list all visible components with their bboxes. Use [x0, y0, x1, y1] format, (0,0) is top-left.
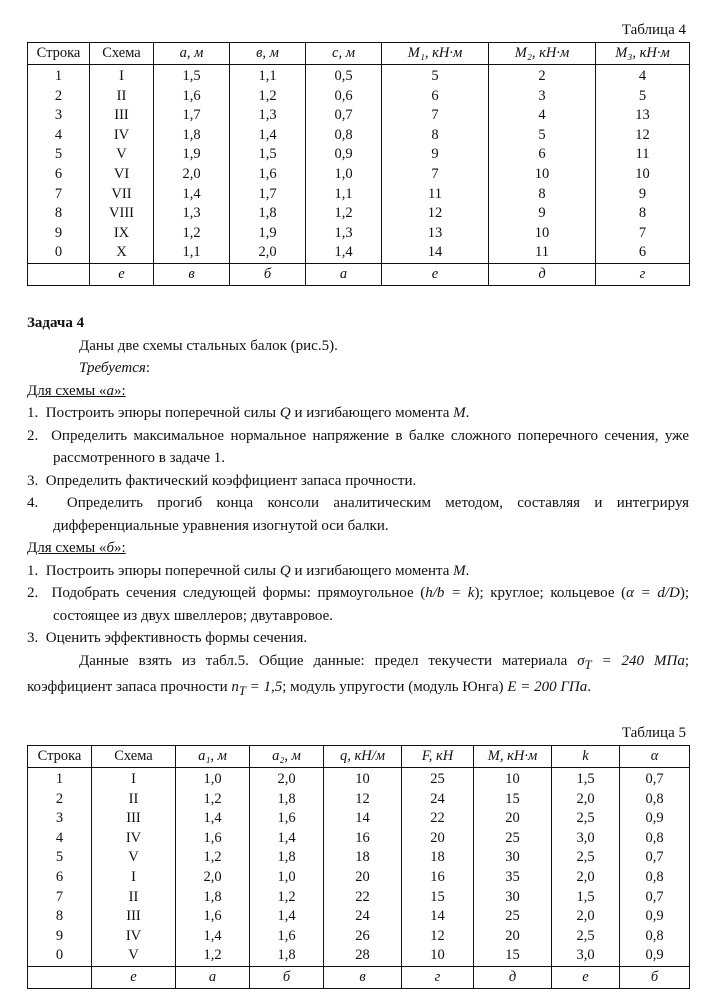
table-cell: VII — [90, 185, 154, 205]
footer-cell: д — [474, 966, 552, 988]
table4-header-cell: Строка — [28, 43, 90, 65]
table-cell: IV — [92, 927, 176, 947]
table-cell: 1,2 — [176, 946, 250, 966]
table-cell: 30 — [474, 888, 552, 908]
table-cell: 4 — [28, 126, 90, 146]
footer-cell: е — [90, 263, 154, 285]
table-cell: 1,5 — [552, 768, 620, 790]
table-row — [28, 145, 690, 165]
item-text: ); круглое; кольцевое ( — [474, 585, 627, 601]
table-cell: 25 — [474, 829, 552, 849]
data-paragraph — [27, 650, 689, 703]
table-cell: 1 — [28, 65, 90, 87]
table4-header-cell: M₁, кН·м — [382, 43, 489, 65]
table-row — [28, 946, 690, 966]
table-cell: 1,8 — [250, 790, 324, 810]
table-cell: V — [92, 848, 176, 868]
table-cell: 20 — [402, 829, 474, 849]
table-cell: 7 — [382, 106, 489, 126]
table-cell: V — [90, 145, 154, 165]
table-cell: 4 — [28, 829, 92, 849]
table-cell: 1,4 — [176, 809, 250, 829]
table-cell: 1,8 — [176, 888, 250, 908]
table5-caption: Таблица 5 — [621, 725, 686, 741]
table-cell: 1,0 — [250, 868, 324, 888]
table-cell: 24 — [402, 790, 474, 810]
table-cell: 30 — [474, 848, 552, 868]
required-word: Требуется — [79, 360, 146, 376]
table-row — [28, 868, 690, 888]
table-cell: 1,8 — [154, 126, 230, 146]
scheme-a-label-text — [27, 383, 126, 399]
scheme-b-label-text — [27, 540, 126, 556]
table-cell: V — [92, 946, 176, 966]
sigma-subscript: T — [584, 657, 592, 672]
table-cell: IV — [90, 126, 154, 146]
table-cell: 9 — [596, 185, 690, 205]
table4-header-cell: a, м — [154, 43, 230, 65]
footer-cell: е — [382, 263, 489, 285]
table-cell: 1,2 — [306, 204, 382, 224]
table-cell: 7 — [28, 185, 90, 205]
footer-cell: г — [402, 966, 474, 988]
table-cell: 1,2 — [176, 848, 250, 868]
table-cell: 6 — [382, 87, 489, 107]
table-cell: VIII — [90, 204, 154, 224]
table-cell: 2,0 — [552, 790, 620, 810]
table-cell: I — [92, 768, 176, 790]
table-cell: 0,7 — [620, 848, 690, 868]
symbol-q: Q — [279, 562, 291, 579]
table-cell: 12 — [596, 126, 690, 146]
table-cell: 2,0 — [176, 868, 250, 888]
table-cell: 0,6 — [306, 87, 382, 107]
table-row — [28, 126, 690, 146]
table4-header-cell: M₃, кН·м — [596, 43, 690, 65]
item-text: Определить прогиб конца консоли аналитическим методом, составляя и интегрируя дифференциальные уравнения изогнутой оси балки. — [53, 495, 690, 534]
table-cell: 20 — [474, 809, 552, 829]
table-cell: II — [92, 888, 176, 908]
table-cell: 0,7 — [620, 888, 690, 908]
table-cell: 28 — [324, 946, 402, 966]
table-cell: 1,2 — [176, 790, 250, 810]
sigma-symbol: σ — [577, 652, 585, 669]
table-row — [28, 768, 690, 790]
table-cell: 6 — [489, 145, 596, 165]
data-text: . — [587, 679, 591, 695]
table-cell: 2,5 — [552, 848, 620, 868]
item-text: . — [465, 405, 470, 421]
table-cell: 1,8 — [250, 946, 324, 966]
table-cell: 14 — [382, 243, 489, 263]
table-cell: 6 — [28, 868, 92, 888]
table-cell: 9 — [382, 145, 489, 165]
scheme-a-suffix: »: — [113, 382, 126, 399]
table-cell: 0,9 — [620, 809, 690, 829]
table-cell: 18 — [402, 848, 474, 868]
table-cell: 0,7 — [620, 768, 690, 790]
task-intro: Даны две схемы стальных балок (рис.5). — [79, 337, 338, 354]
table-cell: 1,2 — [230, 87, 306, 107]
table-row — [28, 106, 690, 126]
table-cell: 8 — [382, 126, 489, 146]
table5-header-cell: k — [552, 746, 620, 768]
table-cell: 2,5 — [552, 809, 620, 829]
footer-cell: б — [620, 966, 690, 988]
table-cell: 1,3 — [154, 204, 230, 224]
table-cell: 5 — [28, 848, 92, 868]
item-text: . — [465, 562, 470, 579]
data-text: ; коэффициент запаса прочности — [27, 652, 689, 695]
table-cell: IX — [90, 224, 154, 244]
footer-cell: е — [552, 966, 620, 988]
table-cell: 25 — [474, 907, 552, 927]
table-cell: 0,8 — [620, 868, 690, 888]
table-cell: 1,2 — [250, 888, 324, 908]
table-cell: II — [92, 790, 176, 810]
item-text: и изгибающего момента — [290, 405, 454, 421]
table-cell: 1,9 — [154, 145, 230, 165]
table-cell: 1,3 — [306, 224, 382, 244]
table4-header-cell: c, м — [306, 43, 382, 65]
table-cell: 0,8 — [620, 790, 690, 810]
table-cell: 2 — [489, 65, 596, 87]
n-formula — [231, 679, 283, 698]
table-cell: 4 — [596, 65, 690, 87]
table5-header-cell: a₂, м — [250, 746, 324, 768]
table4-footer-row — [28, 263, 690, 285]
scheme-b-item-1 — [27, 560, 689, 583]
table-cell: I — [92, 868, 176, 888]
footer-cell: г — [596, 263, 690, 285]
table-cell: 0,8 — [306, 126, 382, 146]
table-cell: 12 — [324, 790, 402, 810]
table-cell: 0,8 — [620, 829, 690, 849]
table-cell: 9 — [489, 204, 596, 224]
table-cell: 0,8 — [620, 927, 690, 947]
table-cell: 0,5 — [306, 65, 382, 87]
table-cell: 1,3 — [230, 106, 306, 126]
table4-header-cell: Схема — [90, 43, 154, 65]
footer-cell: в — [324, 966, 402, 988]
table-row — [28, 87, 690, 107]
item-text: Подобрать сечения следующей формы: прямоугольное ( — [51, 585, 426, 601]
table4-header-cell: M₂, кН·м — [489, 43, 596, 65]
item-text: и изгибающего момента — [290, 562, 454, 579]
table-cell: 1,6 — [250, 927, 324, 947]
table-row — [28, 790, 690, 810]
table-cell: 5 — [489, 126, 596, 146]
table-cell: 2,5 — [552, 927, 620, 947]
table-cell: 8 — [489, 185, 596, 205]
scheme-a-letter: а — [106, 382, 114, 399]
table5-header-cell: q, кН/м — [324, 746, 402, 768]
table-cell: 1,8 — [250, 848, 324, 868]
table-cell: VI — [90, 165, 154, 185]
table-cell: 1,4 — [176, 927, 250, 947]
table-cell: 10 — [596, 165, 690, 185]
table-cell: 1,6 — [154, 87, 230, 107]
table-cell: 1,1 — [154, 243, 230, 263]
table-cell: 2,0 — [552, 907, 620, 927]
table5-header-cell: α — [620, 746, 690, 768]
table-cell: 1,4 — [250, 829, 324, 849]
formula-h-b: h/b = k — [425, 585, 475, 601]
footer-cell: б — [250, 966, 324, 988]
table-cell: 1,6 — [176, 829, 250, 849]
symbol-m: M — [453, 562, 466, 579]
task-section — [27, 312, 689, 703]
table-cell: 1,2 — [154, 224, 230, 244]
table-cell: 4 — [489, 106, 596, 126]
table-cell: 1,1 — [306, 185, 382, 205]
item-number: 1. — [27, 405, 39, 421]
data-text: Данные взять из табл.5. Общие данные: предел текучести материала — [79, 652, 578, 669]
table-cell: 12 — [382, 204, 489, 224]
table-cell: 1,5 — [154, 65, 230, 87]
footer-cell: а — [306, 263, 382, 285]
table-cell: 1,8 — [230, 204, 306, 224]
table-cell: 1,6 — [230, 165, 306, 185]
table-cell: 15 — [402, 888, 474, 908]
table-cell: 35 — [474, 868, 552, 888]
table-cell: 1,4 — [306, 243, 382, 263]
table-cell: 1,6 — [176, 907, 250, 927]
table-row — [28, 243, 690, 263]
table-cell: 13 — [596, 106, 690, 126]
table-cell: 2 — [28, 790, 92, 810]
scheme-a-item-2 — [27, 425, 689, 470]
table-cell: 1,7 — [154, 106, 230, 126]
data-text: ; модуль упругости (модуль Юнга) — [282, 679, 508, 695]
table-cell: III — [92, 907, 176, 927]
table-cell: 2 — [28, 87, 90, 107]
table-cell: 1,6 — [250, 809, 324, 829]
symbol-q: Q — [279, 405, 291, 421]
table-cell: X — [90, 243, 154, 263]
table-cell: 8 — [28, 907, 92, 927]
table-cell: 9 — [28, 224, 90, 244]
table5-header-cell: M, кН·м — [474, 746, 552, 768]
table-cell: 1,4 — [230, 126, 306, 146]
item-number: 3. — [27, 472, 39, 489]
sigma-value: = 240 МПа — [591, 652, 685, 669]
footer-cell: в — [154, 263, 230, 285]
table-cell: 5 — [596, 87, 690, 107]
table-cell: 0,9 — [306, 145, 382, 165]
sigma-formula — [577, 652, 685, 672]
scheme-a-label — [27, 380, 689, 403]
table-cell: 3 — [28, 106, 90, 126]
scheme-b-item-2 — [27, 582, 689, 627]
table-cell: I — [90, 65, 154, 87]
footer-cell: а — [176, 966, 250, 988]
symbol-m: M — [453, 405, 466, 421]
footer-cell — [28, 966, 92, 988]
table-cell: 20 — [324, 868, 402, 888]
table5-header-row — [28, 746, 690, 768]
task-required — [27, 357, 689, 380]
n-symbol: n — [231, 679, 239, 695]
table-cell: 1,9 — [230, 224, 306, 244]
table-cell: 15 — [474, 790, 552, 810]
table-row — [28, 224, 690, 244]
footer-cell: д — [489, 263, 596, 285]
table-cell: 5 — [382, 65, 489, 87]
item-number: 2. — [27, 427, 39, 444]
table-cell: 16 — [402, 868, 474, 888]
table-row — [28, 65, 690, 87]
table-cell: 22 — [324, 888, 402, 908]
table-cell: 2,0 — [250, 768, 324, 790]
required-colon: : — [145, 360, 151, 376]
table4-header-row — [28, 43, 690, 65]
task-title: Задача 4 — [27, 315, 85, 331]
table-cell: 8 — [596, 204, 690, 224]
table-row — [28, 204, 690, 224]
table5-header-cell: Схема — [92, 746, 176, 768]
e-formula: E = 200 ГПа — [507, 679, 588, 695]
item-text: Построить эпюры поперечной силы — [45, 562, 280, 579]
item-number: 3. — [27, 630, 39, 646]
n-subscript: T — [238, 684, 246, 698]
table-cell: 1,5 — [552, 888, 620, 908]
table-cell: 8 — [28, 204, 90, 224]
table-cell: 22 — [402, 809, 474, 829]
table-row — [28, 927, 690, 947]
table-row — [28, 809, 690, 829]
table4-caption: Таблица 4 — [621, 22, 686, 38]
scheme-b-letter: б — [106, 540, 114, 556]
table5-header-cell: Строка — [28, 746, 92, 768]
table-cell: 1,0 — [176, 768, 250, 790]
table-cell: IV — [92, 829, 176, 849]
table-row — [28, 907, 690, 927]
table5-body — [28, 768, 690, 989]
table-cell: 0 — [28, 243, 90, 263]
table-row — [28, 848, 690, 868]
item-number: 4. — [27, 495, 39, 511]
item-text: Определить максимальное нормальное напряжение в балке сложного поперечного сечения, уже рассмотренного в задаче 1. — [51, 427, 690, 466]
table-cell: 3 — [489, 87, 596, 107]
scheme-a-item-1 — [27, 402, 689, 425]
table-row — [28, 185, 690, 205]
table-row — [28, 829, 690, 849]
table-cell: III — [90, 106, 154, 126]
scheme-b-suffix: »: — [113, 540, 126, 556]
table-cell: III — [92, 809, 176, 829]
table-cell: 11 — [489, 243, 596, 263]
scheme-b-prefix: Для схемы « — [27, 540, 107, 556]
table-cell: 18 — [324, 848, 402, 868]
table-cell: 10 — [324, 768, 402, 790]
footer-cell: б — [230, 263, 306, 285]
table-cell: 3,0 — [552, 829, 620, 849]
scheme-a-prefix: Для схемы « — [27, 382, 107, 399]
table-cell: 6 — [596, 243, 690, 263]
table4 — [27, 42, 690, 286]
table-cell: 12 — [402, 927, 474, 947]
table-cell: 5 — [28, 145, 90, 165]
table-cell: 1,4 — [154, 185, 230, 205]
table-cell: 1,4 — [250, 907, 324, 927]
table-cell: 2,0 — [154, 165, 230, 185]
item-text: Построить эпюры поперечной силы — [45, 405, 280, 421]
table-cell: 1 — [28, 768, 92, 790]
table5 — [27, 745, 690, 989]
table-cell: 14 — [402, 907, 474, 927]
scheme-b-label — [27, 537, 689, 560]
table-row — [28, 165, 690, 185]
scheme-a-item-3 — [27, 470, 689, 493]
table-cell: 7 — [28, 888, 92, 908]
table-cell: 11 — [596, 145, 690, 165]
table4-body — [28, 65, 690, 286]
table5-header-cell: F, кН — [402, 746, 474, 768]
table-cell: 0,9 — [620, 907, 690, 927]
table5-header-cell: a₁, м — [176, 746, 250, 768]
table-cell: 20 — [474, 927, 552, 947]
table-cell: 13 — [382, 224, 489, 244]
table-cell: 7 — [382, 165, 489, 185]
table-cell: 3 — [28, 809, 92, 829]
table-cell: II — [90, 87, 154, 107]
table5-footer-row — [28, 966, 690, 988]
table-cell: 1,0 — [306, 165, 382, 185]
table-row — [28, 888, 690, 908]
item-number: 2. — [27, 585, 39, 601]
table-cell: 1,7 — [230, 185, 306, 205]
item-text: ); состоящее из двух швеллеров; двутавровое. — [53, 585, 690, 624]
table4-header-cell: в, м — [230, 43, 306, 65]
table-cell: 10 — [489, 224, 596, 244]
scheme-b-item-3 — [27, 627, 689, 650]
table-cell: 15 — [474, 946, 552, 966]
table-cell: 2,0 — [552, 868, 620, 888]
n-value: = 1,5 — [245, 679, 283, 695]
table-cell: 7 — [596, 224, 690, 244]
table-cell: 0 — [28, 946, 92, 966]
table-cell: 0,7 — [306, 106, 382, 126]
table-cell: 1,5 — [230, 145, 306, 165]
table-cell: 9 — [28, 927, 92, 947]
formula-alpha: α = d/D — [626, 585, 680, 601]
table-cell: 10 — [402, 946, 474, 966]
item-number: 1. — [27, 562, 39, 579]
table-cell: 0,9 — [620, 946, 690, 966]
item-text: Определить фактический коэффициент запаса прочности. — [45, 472, 417, 489]
table-cell: 1,1 — [230, 65, 306, 87]
scheme-a-item-4 — [27, 492, 689, 537]
item-text: Оценить эффективность формы сечения. — [45, 630, 308, 646]
footer-cell: е — [92, 966, 176, 988]
footer-cell — [28, 263, 90, 285]
table-cell: 3,0 — [552, 946, 620, 966]
table-cell: 6 — [28, 165, 90, 185]
table-cell: 16 — [324, 829, 402, 849]
table-cell: 10 — [474, 768, 552, 790]
table-cell: 14 — [324, 809, 402, 829]
table-cell: 10 — [489, 165, 596, 185]
table-cell: 25 — [402, 768, 474, 790]
table-cell: 11 — [382, 185, 489, 205]
table-cell: 24 — [324, 907, 402, 927]
table-cell: 2,0 — [230, 243, 306, 263]
table-cell: 26 — [324, 927, 402, 947]
